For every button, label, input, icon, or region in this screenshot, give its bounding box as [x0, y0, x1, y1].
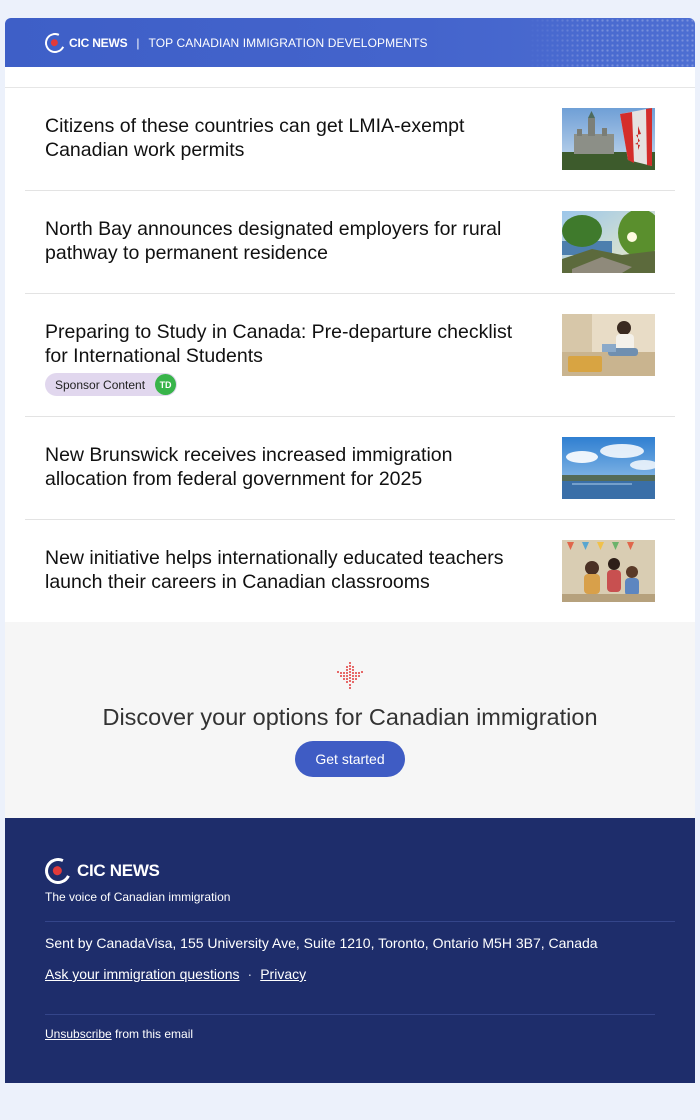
- article-title[interactable]: Preparing to Study in Canada: Pre-departure checklist for International Students: [45, 321, 513, 367]
- privacy-link[interactable]: Privacy: [260, 966, 307, 982]
- waterfront-sky-photo-icon[interactable]: [562, 437, 655, 499]
- maple-leaf-icon: [334, 660, 366, 692]
- unsubscribe-rest-text: from this email: [111, 1027, 194, 1041]
- footer-brand-row[interactable]: [45, 858, 160, 884]
- footer-voice-tagline: The voice of Canadian immigration: [45, 890, 231, 904]
- newsletter-footer: [5, 818, 695, 1083]
- cta-section: [5, 622, 695, 818]
- footer-brand: CIC NEWS: [77, 861, 160, 880]
- link-separator: ·: [247, 966, 253, 982]
- header-spacer: [5, 67, 695, 87]
- parliament-flag-photo-icon[interactable]: [562, 108, 655, 170]
- article-item[interactable]: [25, 88, 675, 191]
- newsletter-header: [5, 18, 695, 67]
- unsubscribe-link[interactable]: Unsubscribe: [45, 1027, 112, 1041]
- header-separator: |: [136, 35, 140, 50]
- footer-divider: [45, 1014, 655, 1015]
- sponsor-content-badge: [45, 373, 177, 396]
- ask-questions-link[interactable]: Ask your immigration questions: [45, 966, 240, 982]
- article-item[interactable]: [25, 417, 675, 520]
- cic-logo-icon[interactable]: [42, 30, 68, 56]
- td-bank-logo-icon: TD: [155, 374, 176, 395]
- student-packing-photo-icon[interactable]: [562, 314, 655, 376]
- header-brand[interactable]: CIC NEWS: [69, 35, 128, 50]
- header-world-map-pattern: [525, 18, 695, 67]
- article-title[interactable]: New Brunswick receives increased immigration allocation from federal government for 2025: [45, 444, 453, 490]
- cic-logo-icon: [41, 854, 74, 887]
- cta-heading: Discover your options for Canadian immigration: [102, 704, 598, 730]
- lakeside-forest-photo-icon[interactable]: [562, 211, 655, 273]
- unsubscribe-line: [45, 1027, 193, 1041]
- classroom-photo-icon[interactable]: [562, 540, 655, 602]
- get-started-button[interactable]: Get started: [295, 741, 405, 777]
- article-list: [5, 87, 695, 622]
- article-item[interactable]: [25, 520, 675, 623]
- article-title[interactable]: North Bay announces designated employers for rural pathway to permanent residence: [45, 218, 502, 264]
- article-title[interactable]: New initiative helps internationally educated teachers launch their careers in Canadian classrooms: [45, 547, 504, 593]
- article-item-sponsored[interactable]: [25, 294, 675, 417]
- article-item[interactable]: [25, 191, 675, 294]
- footer-divider: [45, 921, 675, 922]
- sponsor-label: Sponsor Content: [55, 377, 146, 392]
- header-tagline: TOP CANADIAN IMMIGRATION DEVELOPMENTS: [148, 35, 428, 50]
- article-title[interactable]: Citizens of these countries can get LMIA-exempt Canadian work permits: [45, 115, 465, 161]
- footer-address: Sent by CanadaVisa, 155 University Ave, Suite 1210, Toronto, Ontario M5H 3B7, Canada: [45, 935, 598, 951]
- footer-links: [45, 966, 306, 982]
